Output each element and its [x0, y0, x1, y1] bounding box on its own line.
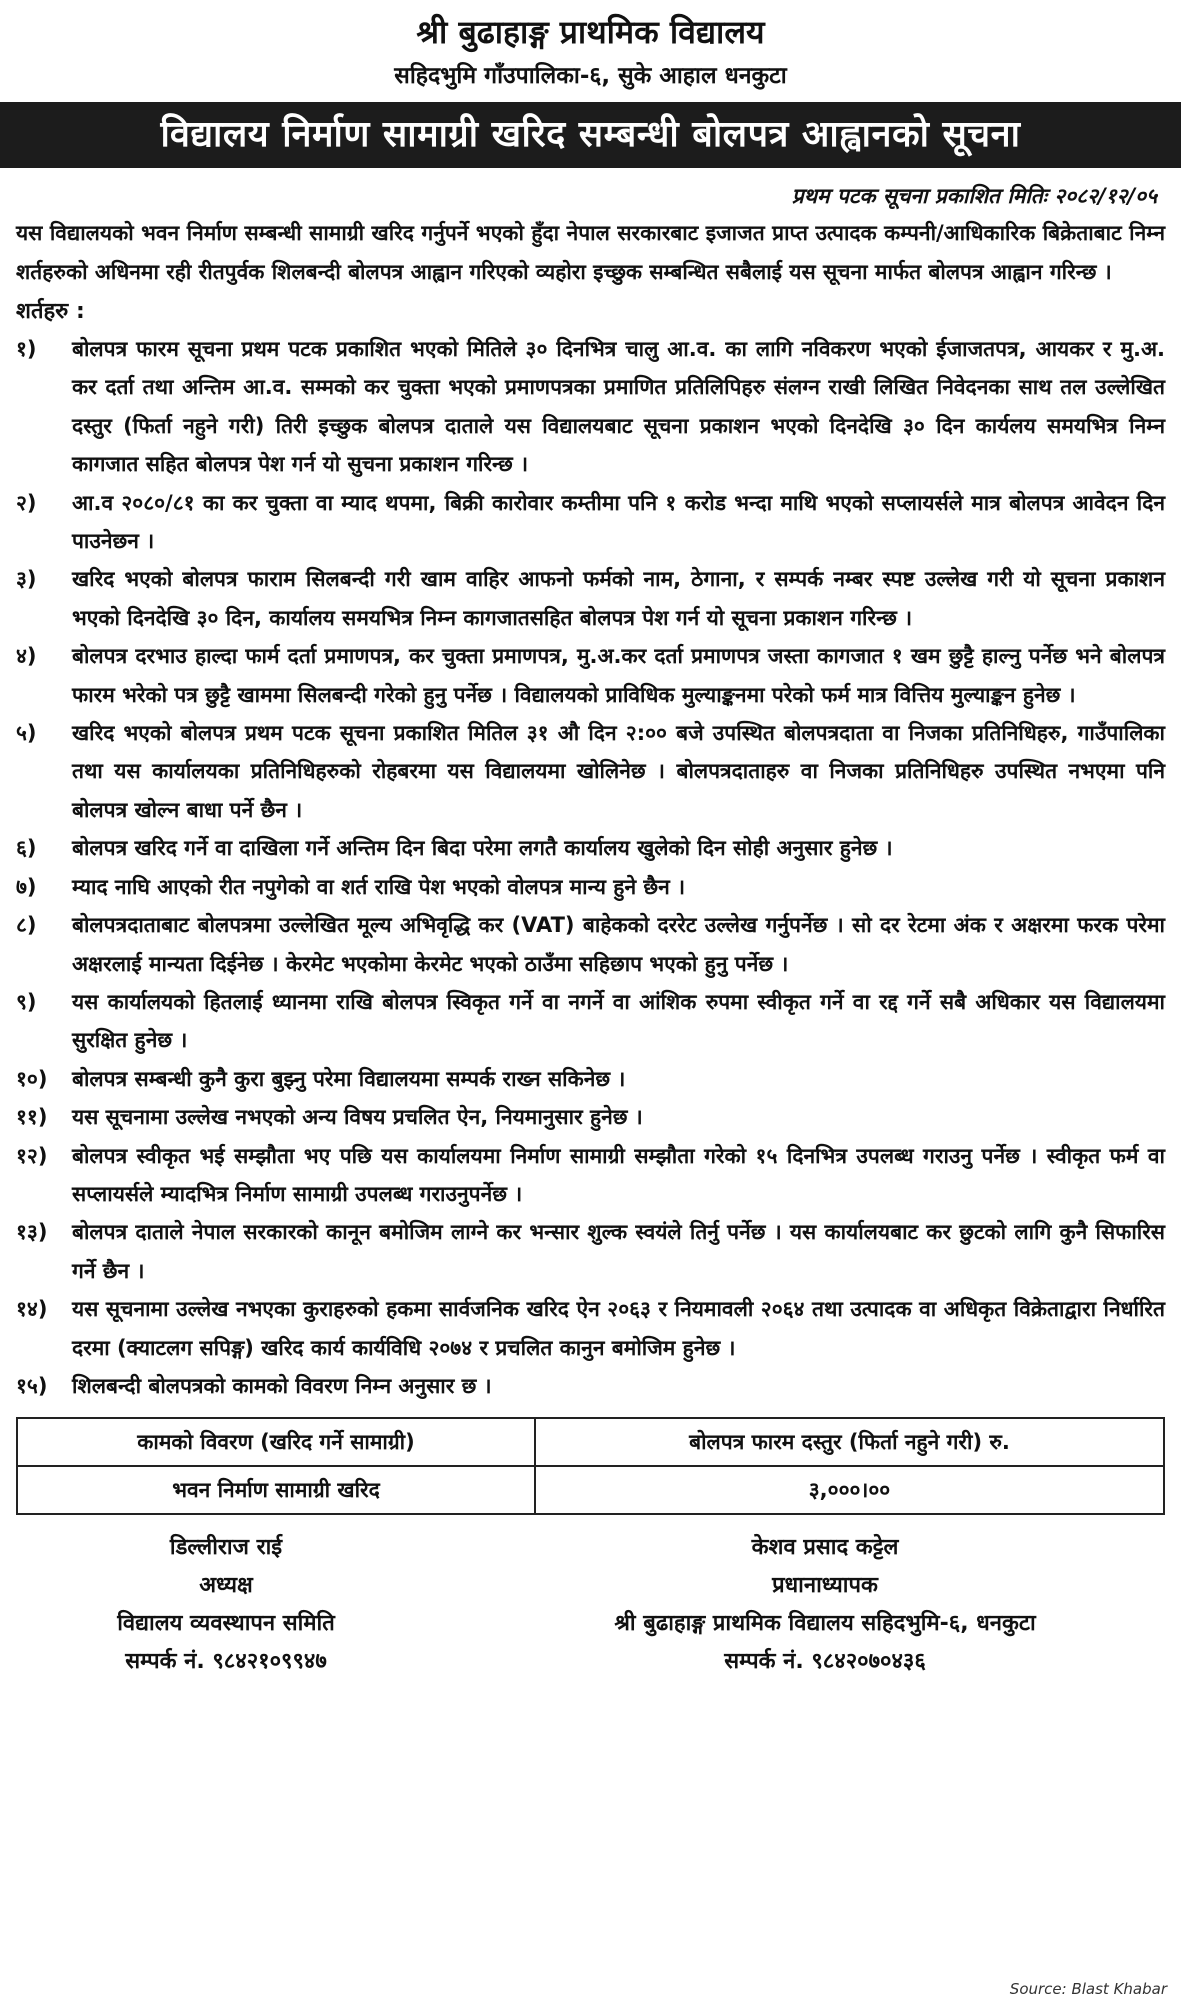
signatory-organization: श्री बुढाहाङ्ग प्राथमिक विद्यालय सहिदभुमि-६, धनकुटा [614, 1611, 1036, 1637]
signatures [16, 1529, 1165, 1681]
condition-item [16, 1137, 1165, 1214]
notice-title: विद्यालय निर्माण सामाग्री खरिद सम्बन्धी बोलपत्र आह्वानको सूचना [0, 102, 1181, 168]
condition-item [16, 983, 1165, 1060]
condition-number: ९) [16, 989, 37, 1014]
condition-text: यस कार्यालयको हितलाई ध्यानमा राखि बोलपत्र स्विकृत गर्ने वा नगर्ने वा आंशिक रुपमा स्वीकृत गर्ने वा रद्द गर्ने सबै अधिकार यस विद्यालयमा सुरक्षित हुनेछ । [72, 989, 1165, 1053]
condition-text: खरिद भएको बोलपत्र फाराम सिलबन्दी गरी खाम वाहिर आफनो फर्मको नाम, ठेगाना, र सम्पर्क नम्बर स्पष्ट उल्लेख गरी यो सूचना प्रकाशन भएको दिनदेखि ३० दिन, कार्यालय समयभित्र निम्न कागजातसहित बोलपत्र पेश गर्न यो सूचना प्रकाशन गरिन्छ । [72, 567, 1165, 630]
condition-text: म्याद नाघि आएको रीत नपुगेको वा शर्त राखि पेश भएको वोलपत्र मान्य हुने छैन । [72, 874, 686, 899]
condition-number: ८) [16, 913, 37, 938]
signatory-name: डिल्लीराज राई [169, 1535, 283, 1561]
condition-text: बोलपत्र खरिद गर्ने वा दाखिला गर्ने अन्तिम दिन बिदा परेमा लगतै कार्यालय खुलेको दिन सोही अनुसार हुनेछ । [72, 836, 893, 861]
fee-table-cell: भवन निर्माण सामाग्री खरिद [17, 1466, 535, 1514]
condition-item [16, 560, 1165, 637]
fee-table-header-cell: कामको विवरण (खरिद गर्ने सामाग्री) [17, 1418, 535, 1466]
condition-text: बोलपत्रदाताबाट बोलपत्रमा उल्लेखित मूल्य अभिवृद्धि कर (VAT) बाहेकको दररेट उल्लेख गर्नुपर्नेछ । सो दर रेटमा अंक र अक्षरमा फरक परेमा अक्षरलाई मान्यता दिईनेछ । केरमेट भएकोमा केरमेट भएको ठाउँमा सहिछाप भएको हुनु पर्नेछ । [72, 913, 1165, 976]
condition-text: बोलपत्र दाताले नेपाल सरकारको कानून बमोजिम लाग्ने कर भन्सार शुल्क स्वयंले तिर्नु पर्नेछ । यस कार्यालयबाट कर छुटको लागि कुनै सिफारिस गर्ने छैन । [72, 1220, 1165, 1283]
condition-item [16, 330, 1165, 484]
condition-number: ६) [16, 836, 37, 861]
conditions-list [16, 330, 1165, 1405]
condition-item [16, 868, 1165, 906]
fee-table-cell: ३,०००।०० [535, 1466, 1164, 1514]
condition-item [16, 1060, 1165, 1098]
condition-number: १) [16, 337, 37, 361]
condition-item [16, 714, 1165, 829]
condition-text: शिलबन्दी बोलपत्रको कामको विवरण निम्न अनुसार छ । [72, 1373, 492, 1398]
condition-number: १२) [16, 1143, 48, 1168]
fee-table [16, 1417, 1165, 1515]
intro-paragraph: यस विद्यालयको भवन निर्माण सम्बन्धी सामाग्री खरिद गर्नुपर्ने भएको हुँदा नेपाल सरकारबाट इजाजत प्राप्त उत्पादक कम्पनी/आधिकारिक बिक्रेताबाट निम्न शर्तहरुको अधिनमा रही रीतपुर्वक शिलबन्दी बोलपत्र आह्वान गरिएको व्यहोरा इच्छुक सम्बन्धित सबैलाई यस सूचना मार्फत बोलपत्र आह्वान गरिन्छ । [16, 221, 1165, 284]
condition-item [16, 1290, 1165, 1367]
signatory-organization: विद्यालय व्यवस्थापन समिति [117, 1611, 335, 1637]
published-date: प्रथम पटक सूचना प्रकाशित मितिः २०८२/१२/०५ [791, 184, 1157, 208]
condition-number: ११) [16, 1105, 48, 1130]
condition-number: ७) [16, 874, 37, 899]
signatory-position: अध्यक्ष [199, 1573, 253, 1599]
signatory-contact: सम्पर्क नं. ९८४२१०९९४७ [125, 1649, 327, 1675]
signature-chairperson [16, 1529, 436, 1681]
condition-text: यस सूचनामा उल्लेख नभएको अन्य विषय प्रचलित ऐन, नियमानुसार हुनेछ । [72, 1105, 643, 1130]
condition-text: बोलपत्र फारम सूचना प्रथम पटक प्रकाशित भएको मितिले ३० दिनभित्र चालु आ.व. का लागि नविकरण भएको ईजाजतपत्र, आयकर र मु.अ. कर दर्ता तथा अन्तिम आ.व. सम्मको कर चुक्ता भएको प्रमाणपत्रका प्रमाणित प्रतिलिपिहरु संलग्न राखी लिखित निवेदनका साथ तल उल्लेखित दस्तुर (फिर्ता नहुने गरी) तिरी इच्छुक बोलपत्र दाताले यस विद्यालयबाट सूचना प्रकाशन भएको दिनदेखि ३० दिन कार्यलय समयभित्र निम्न कागजात सहित बोलपत्र पेश गर्न यो सुचना प्रकाशन गरिन्छ । [72, 337, 1165, 477]
condition-text: बोलपत्र स्वीकृत भई सम्झौता भए पछि यस कार्यालयमा निर्माण सामाग्री सम्झौता गरेको १५ दिनभित्र उपलब्ध गराउनु पर्नेछ । स्वीकृत फर्म वा सप्लायर्सले म्यादभित्र निर्माण सामाग्री उपलब्ध गराउनुपर्नेछ । [72, 1143, 1165, 1206]
condition-number: १५) [16, 1373, 48, 1398]
condition-item [16, 484, 1165, 561]
condition-item [16, 1098, 1165, 1136]
condition-text: यस सूचनामा उल्लेख नभएका कुराहरुको हकमा सार्वजनिक खरिद ऐन २०६३ र नियमावली २०६४ तथा उत्पादक वा अधिकृत विक्रेताद्वारा निर्धारित दरमा (क्याटलग सपिङ्ग) खरिद कार्य कार्यविधि २०७४ र प्रचलित कानुन बमोजिम हुनेछ । [72, 1297, 1165, 1360]
condition-number: १३) [16, 1220, 48, 1245]
condition-number: १४) [16, 1297, 48, 1322]
condition-text: बोलपत्र सम्बन्धी कुनै कुरा बुझ्नु परेमा विद्यालयमा सम्पर्क राख्न सकिनेछ । [72, 1066, 626, 1091]
condition-number: ५) [16, 721, 37, 746]
condition-item [16, 906, 1165, 983]
condition-text: आ.व २०८०/८१ का कर चुक्ता वा म्याद थपमा, बिक्री कारोवार कम्तीमा पनि १ करोड भन्दा माथि भएको सप्लायर्सले मात्र बोलपत्र आवेदन दिन पाउनेछन । [72, 490, 1165, 554]
condition-number: ३) [16, 567, 37, 592]
condition-item [16, 1213, 1165, 1290]
school-name: श्री बुढाहाङ्ग प्राथमिक विद्यालय [416, 13, 765, 51]
fee-table-header-row [17, 1418, 1164, 1466]
notice-page [0, 10, 1181, 2004]
condition-text: खरिद भएको बोलपत्र प्रथम पटक सूचना प्रकाशित मितिल ३१ औ दिन २:०० बजे उपस्थित बोलपत्रदाता वा निजका प्रतिनिधिहरु, गाउँपालिका तथा यस कार्यालयका प्रतिनिधिहरुको रोहबरमा यस विद्यालयमा खोलिनेछ । बोलपत्रदाताहरु वा निजका प्रतिनिधिहरु उपस्थित नभएमा पनि बोलपत्र खोल्न बाधा पर्ने छैन । [72, 721, 1165, 822]
condition-number: २) [16, 490, 37, 515]
signatory-contact: सम्पर्क नं. ९८४२०७०४३६ [724, 1649, 926, 1675]
fee-table-row [17, 1466, 1164, 1514]
fee-table-header-cell: बोलपत्र फारम दस्तुर (फिर्ता नहुने गरी) रु. [535, 1418, 1164, 1466]
signature-headteacher [485, 1529, 1165, 1681]
signatory-name: केशव प्रसाद कट्टेल [751, 1535, 899, 1561]
school-address: सहिदभुमि गाँउपालिका-६, सुके आहाल धनकुटा [394, 63, 787, 89]
condition-number: ४) [16, 644, 37, 669]
source-note: Source: Blast Khabar [1009, 1980, 1167, 1998]
condition-item [16, 829, 1165, 867]
signatory-position: प्रधानाध्यापक [772, 1573, 878, 1599]
condition-item [16, 637, 1165, 714]
condition-number: १०) [16, 1066, 48, 1091]
condition-item [16, 1367, 1165, 1405]
conditions-heading: शर्तहरु : [16, 299, 85, 324]
condition-text: बोलपत्र दरभाउ हाल्दा फार्म दर्ता प्रमाणपत्र, कर चुक्ता प्रमाणपत्र, मु.अ.कर दर्ता प्रमाणपत्र जस्ता कागजात १ खम छुट्टै हाल्नु पर्नेछ भने बोलपत्र फारम भरेको पत्र छुट्टै खाममा सिलबन्दी गरेको हुनु पर्नेछ । विद्यालयको प्राविधिक मुल्याङ्कनमा परेको फर्म मात्र वित्तिय मुल्याङ्कन हुनेछ । [72, 644, 1165, 707]
